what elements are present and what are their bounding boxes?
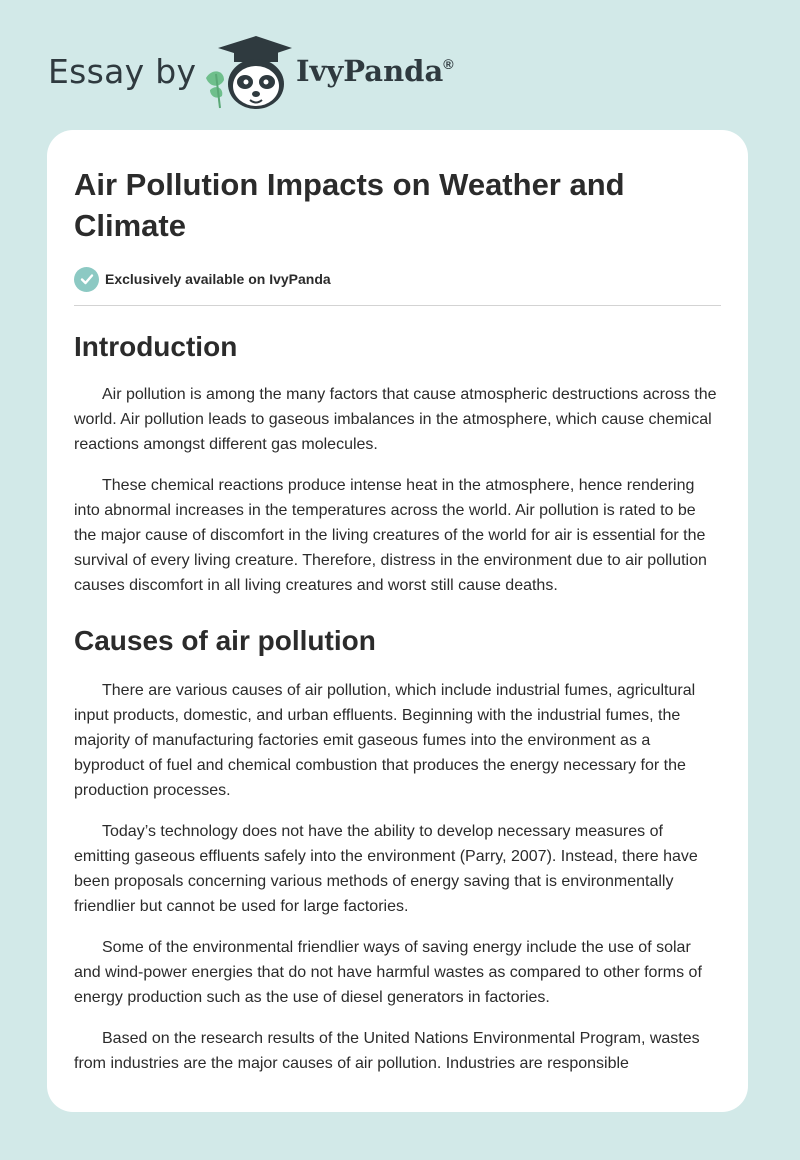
title-divider <box>74 305 721 306</box>
paragraph: These chemical reactions produce intense heat in the atmosphere, hence rendering into abnormal increases in the temperatures across the world. Air pollution is rated to be the major cause of discomfort in the living creatures of the world for air is essential for the survival of every living creature. Therefore, distress in the environment due to air pollution causes discomfort in all living creatures and worst still cause deaths. <box>74 477 707 594</box>
exclusive-label: Exclusively available on IvyPanda <box>105 271 331 287</box>
paragraph: Air pollution is among the many factors that cause atmospheric destructions across the world. Air pollution leads to gaseous imbalances in the atmosphere, which cause chemical reactions amongst different gas molecules. <box>74 386 717 453</box>
paragraph: Some of the environmental friendlier ways of saving energy include the use of solar and wind-power energies that do not have harmful wastes as compared to other forms of energy production such as the use of diesel generators in factories. <box>74 939 702 1006</box>
check-circle-icon <box>74 267 99 292</box>
ivypanda-brand-name[interactable] <box>296 54 454 88</box>
paragraph: Today’s technology does not have the ability to develop necessary measures of emitting gaseous effluents safely into the environment (Parry, 2007). Instead, there have been proposals concerning various methods of energy saving that is environmentally friendlier but cannot be used for large factories. <box>74 823 698 915</box>
exclusive-badge <box>74 266 721 292</box>
ivypanda-panda-logo-icon[interactable] <box>202 34 294 112</box>
paragraph: There are various causes of air pollution, which include industrial fumes, agricultural input products, domestic, and urban effluents. Beginning with the industrial fumes, the majority of manufacturing factories emit gaseous fumes into the environment as a byproduct of fuel and chemical combustion that produces the energy necessary for the production processes. <box>74 682 696 799</box>
brand-name-text: IvyPanda <box>296 54 444 88</box>
essay-title: Air Pollution Impacts on Weather and Climate <box>74 167 625 243</box>
registered-mark: ® <box>443 56 454 72</box>
paragraph: Based on the research results of the United Nations Environmental Program, wastes from industries are the major causes of air pollution. Industries are responsible <box>74 1030 700 1072</box>
section-heading-causes: Causes of air pollution <box>74 625 376 656</box>
section-heading-introduction: Introduction <box>74 331 238 362</box>
essay-by-label: Essay by <box>48 52 197 91</box>
essay-card <box>47 130 748 1112</box>
site-header <box>48 34 748 114</box>
